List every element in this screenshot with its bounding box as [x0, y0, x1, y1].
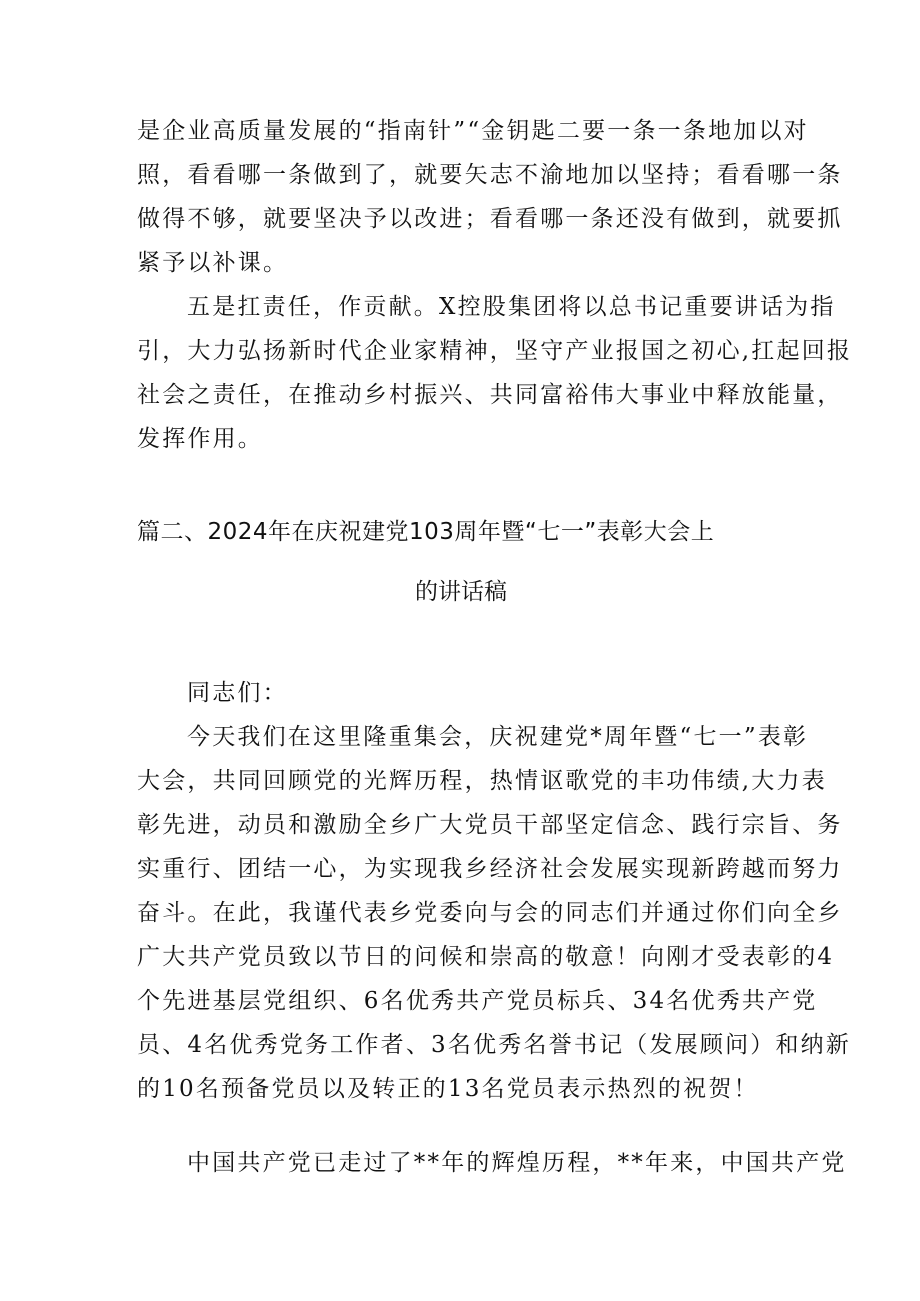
text-line: 中国共产党已走过了**年的辉煌历程，**年来，中国共产党	[187, 1150, 847, 1176]
text-line: 发挥作用。	[137, 426, 263, 452]
text-line: 员、4名优秀党务工作者、3名优秀名誉书记（发展顾问）和纳新	[137, 1032, 852, 1058]
text-line: 大会，共同回顾党的光辉历程，热情讴歌党的丰功伟绩,大力表	[137, 768, 827, 794]
text-line: 奋斗。在此，我谨代表乡党委向与会的同志们并通过你们向全乡	[137, 900, 843, 926]
text-line: 广大共产党员致以节日的问候和崇高的敬意！向刚才受表彰的4	[137, 944, 835, 970]
salutation: 同志们：	[187, 680, 288, 706]
text-line: 是企业高质量发展的“指南针”“金钥匙二要一条一条地加以对	[137, 118, 809, 144]
text-line: 的10名预备党员以及转正的13名党员表示热烈的祝贺！	[137, 1076, 759, 1102]
text-line: 个先进基层党组织、6名优秀共产党员标兵、34名优秀共产党	[137, 988, 818, 1014]
text-line: 照，看看哪一条做到了，就要矢志不渝地加以坚持；看看哪一条	[137, 162, 843, 188]
text-line: 实重行、团结一心，为实现我乡经济社会发展实现新跨越而努力	[137, 856, 843, 882]
section-title-continued: 的讲话稿	[415, 579, 507, 605]
section-title: 篇二、2024年在庆祝建党103周年暨“七一”表彰大会上	[137, 519, 715, 545]
text-line: 紧予以补课。	[137, 250, 289, 276]
text-line: 今天我们在这里隆重集会，庆祝建党*周年暨“七一”表彰	[187, 724, 809, 750]
text-line: 引，大力弘扬新时代企业家精神，坚守产业报国之初心,扛起回报	[137, 338, 853, 364]
text-line: 做得不够，就要坚决予以改进；看看哪一条还没有做到，就要抓	[137, 206, 843, 232]
text-line: 社会之责任，在推动乡村振兴、共同富裕伟大事业中释放能量，	[137, 382, 843, 408]
text-line: 五是扛责任，作贡献。X控股集团将以总书记重要讲话为指	[187, 294, 836, 320]
text-line: 彰先进，动员和激励全乡广大党员干部坚定信念、践行宗旨、务	[137, 812, 843, 838]
